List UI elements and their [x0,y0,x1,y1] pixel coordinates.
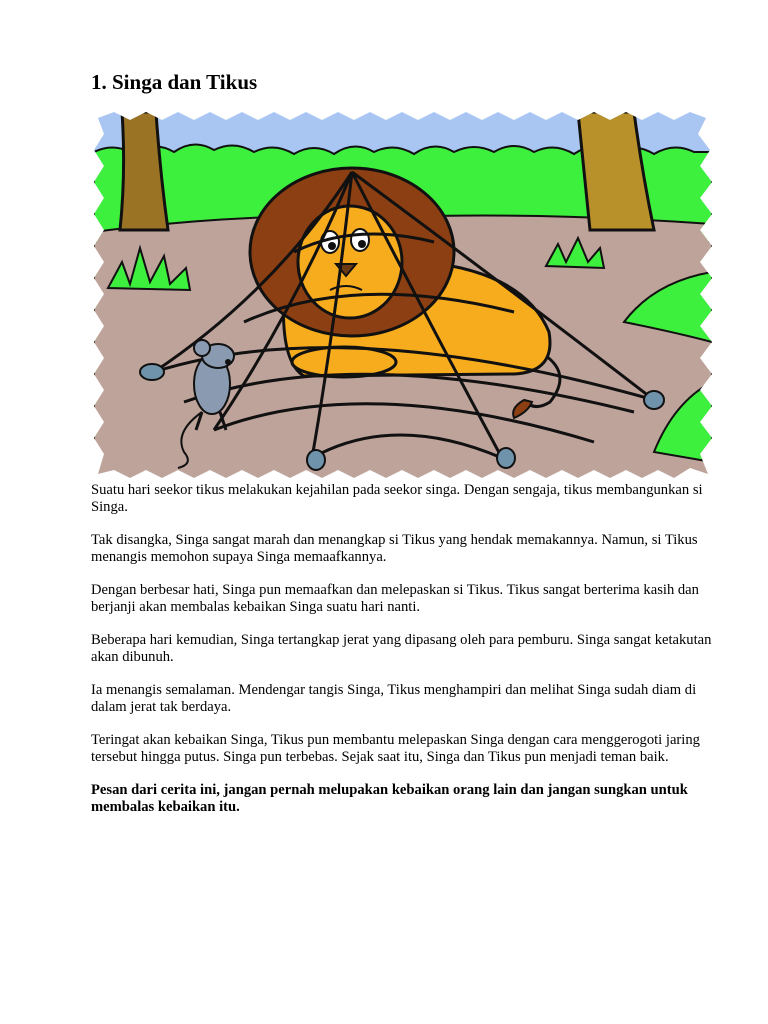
story-paragraph: Tak disangka, Singa sangat marah dan menangkap si Tikus yang hendak memakannya. Namun, si Tikus menangis memohon supaya Singa memaafkannya. [91,532,698,565]
story-moral: Pesan dari cerita ini, jangan pernah melupakan kebaikan orang lain dan jangan sungkan untuk membalas kebaikan itu. [91,782,688,815]
story-text [91,482,716,832]
story-paragraph: Beberapa hari kemudian, Singa tertangkap jerat yang dipasang oleh para pemburu. Singa sangat ketakutan akan dibunuh. [91,632,712,665]
lion-and-mouse-illustration [94,112,712,480]
lion-right-eye [351,229,369,251]
net-weight [140,364,164,380]
story-paragraph: Ia menangis semalaman. Mendengar tangis Singa, Tikus menghampiri dan melihat Singa sudah diam di dalam jerat tak berdaya. [91,682,697,715]
net-weight [497,448,515,468]
net-weight [307,450,325,470]
story-paragraph: Dengan berbesar hati, Singa pun memaafkan dan melepaskan si Tikus. Tikus sangat berterima kasih dan berjanji akan membalas kebaikan Singa suatu hari nanti. [91,582,699,615]
story-paragraph: Teringat akan kebaikan Singa, Tikus pun membantu melepaskan Singa dengan cara menggerogoti jaring tersebut hingga putus. Singa pun terbebas. Sejak saat itu, Singa dan Tikus pun menjadi teman baik. [91,732,700,765]
story-paragraph: Suatu hari seekor tikus melakukan kejahilan pada seekor singa. Dengan sengaja, tikus membangunkan si Singa. [91,482,703,515]
net-weight [644,391,664,409]
page-title: 1. Singa dan Tikus [91,70,258,94]
lion-front-paws [292,347,396,377]
